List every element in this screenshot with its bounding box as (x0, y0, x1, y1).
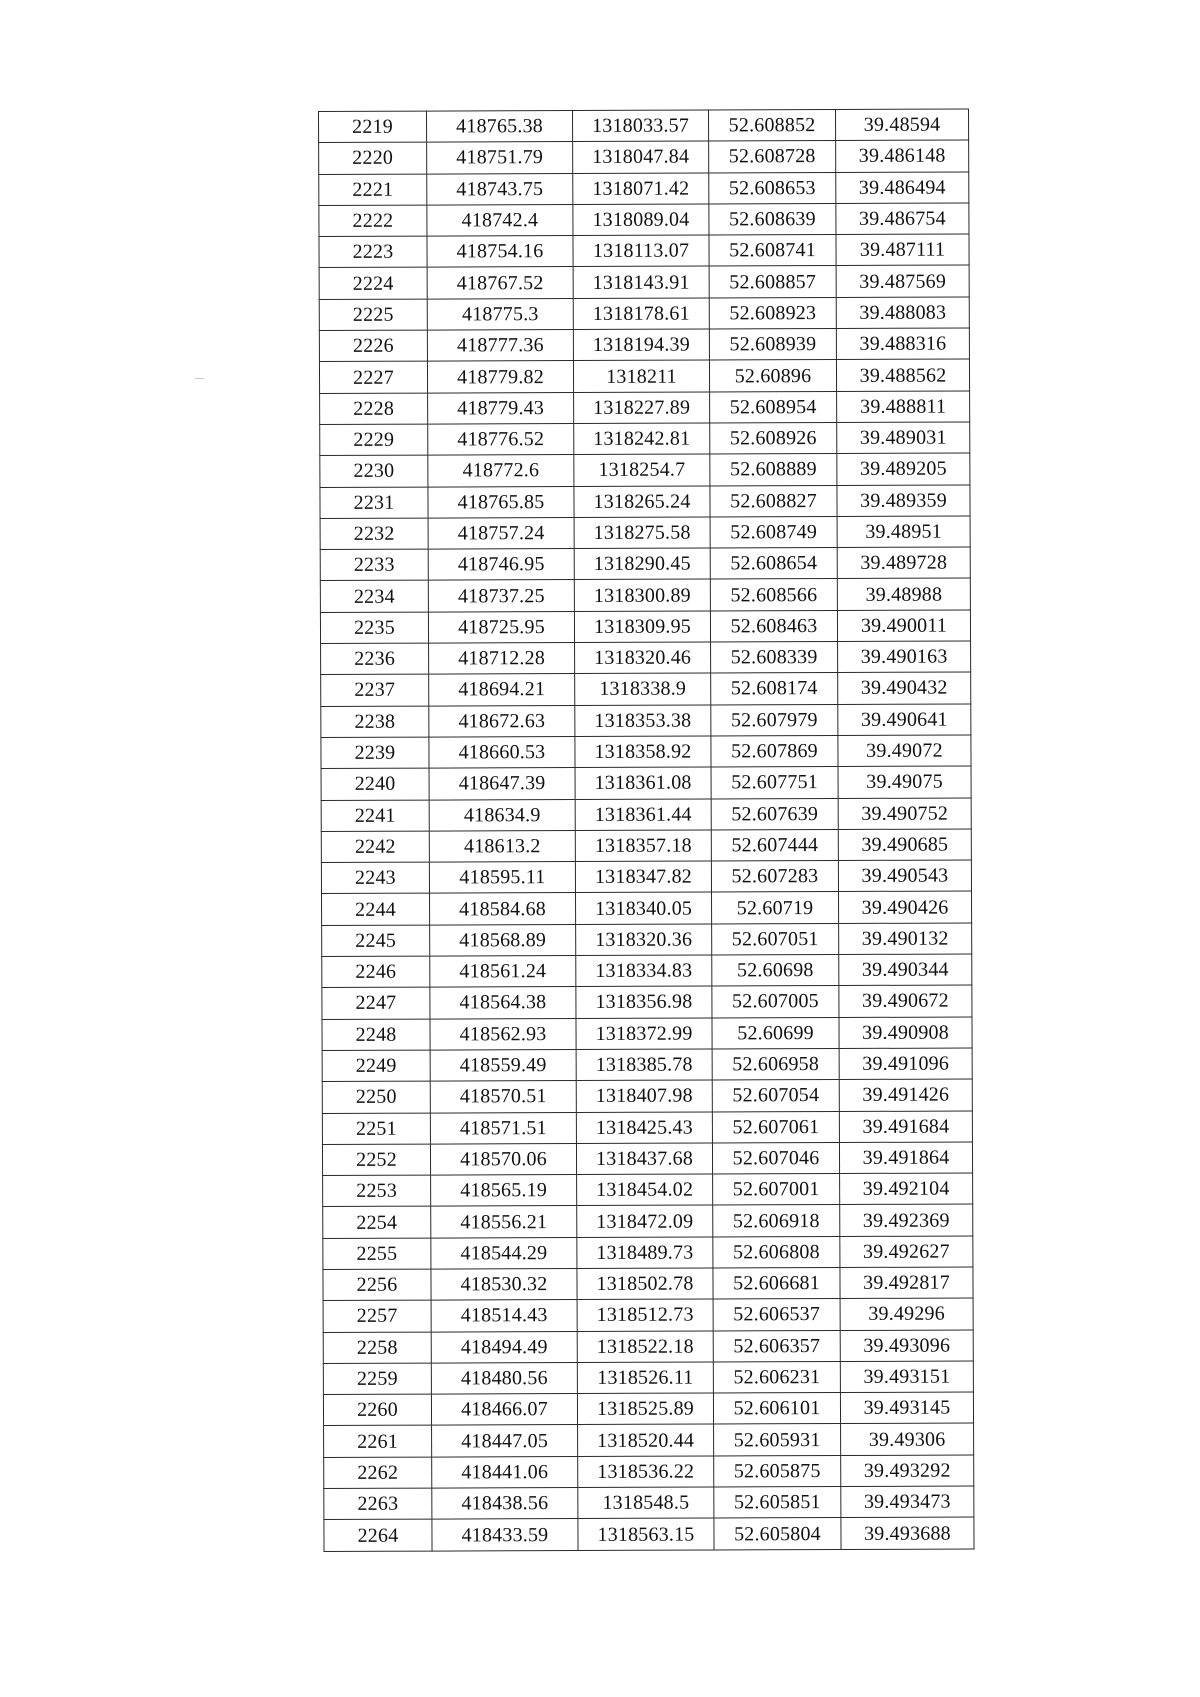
y-coordinate-cell: 1318502.78 (577, 1268, 713, 1300)
point-number-cell: 2230 (320, 455, 428, 487)
latitude-cell: 52.606808 (713, 1236, 840, 1268)
table-row (321, 860, 971, 894)
y-coordinate-cell: 1318385.78 (576, 1049, 712, 1081)
x-coordinate-cell: 418466.07 (431, 1394, 577, 1426)
x-coordinate-cell: 418564.38 (430, 987, 576, 1019)
table-row (324, 1517, 974, 1551)
point-number-cell: 2261 (324, 1426, 432, 1458)
latitude-cell: 52.607005 (712, 986, 839, 1018)
latitude-cell: 52.606537 (713, 1299, 840, 1331)
x-coordinate-cell: 418595.11 (429, 862, 575, 894)
y-coordinate-cell: 1318338.9 (575, 673, 711, 705)
latitude-cell: 52.60699 (712, 1017, 839, 1049)
table-row (319, 203, 969, 237)
x-coordinate-cell: 418514.43 (431, 1300, 577, 1332)
point-number-cell: 2243 (321, 862, 429, 894)
longitude-cell: 39.490908 (839, 1017, 972, 1049)
x-coordinate-cell: 418742.4 (427, 204, 573, 236)
latitude-cell: 52.607869 (711, 735, 838, 767)
latitude-cell: 52.608857 (709, 266, 836, 298)
point-number-cell: 2257 (323, 1300, 431, 1332)
point-number-cell: 2249 (322, 1050, 430, 1082)
latitude-cell: 52.605875 (714, 1455, 841, 1487)
x-coordinate-cell: 418776.52 (428, 423, 574, 455)
y-coordinate-cell: 1318454.02 (577, 1174, 713, 1206)
table-row (319, 328, 969, 362)
table-row (320, 485, 970, 519)
table-row (323, 1361, 973, 1395)
longitude-cell: 39.49075 (838, 766, 971, 798)
longitude-cell: 39.491684 (839, 1110, 972, 1142)
y-coordinate-cell: 1318520.44 (578, 1424, 714, 1456)
x-coordinate-cell: 418556.21 (431, 1206, 577, 1238)
table-row (322, 985, 972, 1019)
longitude-cell: 39.493292 (841, 1455, 974, 1487)
latitude-cell: 52.605851 (714, 1487, 841, 1519)
table-row (323, 1173, 973, 1207)
x-coordinate-cell: 418568.89 (430, 924, 576, 956)
table-row (321, 829, 971, 863)
longitude-cell: 39.490163 (838, 641, 971, 673)
longitude-cell: 39.49296 (840, 1298, 973, 1330)
latitude-cell: 52.607444 (711, 829, 838, 861)
latitude-cell: 52.60896 (709, 360, 836, 392)
y-coordinate-cell: 1318357.18 (575, 830, 711, 862)
point-number-cell: 2226 (319, 330, 427, 362)
point-number-cell: 2241 (321, 800, 429, 832)
point-number-cell: 2240 (321, 768, 429, 800)
y-coordinate-cell: 1318033.57 (573, 110, 709, 142)
latitude-cell: 52.606681 (713, 1267, 840, 1299)
x-coordinate-cell: 418634.9 (429, 799, 575, 831)
y-coordinate-cell: 1318407.98 (576, 1080, 712, 1112)
longitude-cell: 39.492104 (840, 1173, 973, 1205)
longitude-cell: 39.490641 (838, 704, 971, 736)
longitude-cell: 39.489031 (837, 422, 970, 454)
point-number-cell: 2239 (321, 737, 429, 769)
x-coordinate-cell: 418613.2 (429, 830, 575, 862)
latitude-cell: 52.607001 (713, 1174, 840, 1206)
x-coordinate-cell: 418559.49 (430, 1049, 576, 1081)
x-coordinate-cell: 418570.51 (430, 1081, 576, 1113)
point-number-cell: 2255 (323, 1238, 431, 1270)
coordinate-table-body (319, 109, 975, 1551)
table-row (322, 891, 972, 925)
latitude-cell: 52.608749 (710, 516, 837, 548)
latitude-cell: 52.607751 (711, 767, 838, 799)
point-number-cell: 2228 (320, 393, 428, 425)
longitude-cell: 39.490752 (838, 798, 971, 830)
y-coordinate-cell: 1318489.73 (577, 1237, 713, 1269)
longitude-cell: 39.493688 (841, 1517, 974, 1549)
longitude-cell: 39.487569 (836, 265, 969, 297)
y-coordinate-cell: 1318320.46 (575, 642, 711, 674)
point-number-cell: 2222 (319, 205, 427, 237)
x-coordinate-cell: 418672.63 (429, 705, 575, 737)
table-row (319, 234, 969, 268)
table-row (323, 1204, 973, 1238)
point-number-cell: 2260 (323, 1394, 431, 1426)
point-number-cell: 2238 (321, 706, 429, 738)
y-coordinate-cell: 1318254.7 (574, 454, 710, 486)
latitude-cell: 52.608174 (711, 673, 838, 705)
table-row (321, 704, 971, 738)
point-number-cell: 2262 (324, 1457, 432, 1489)
longitude-cell: 39.487111 (836, 234, 969, 266)
table-row (320, 453, 970, 487)
latitude-cell: 52.607639 (711, 798, 838, 830)
longitude-cell: 39.48988 (837, 578, 970, 610)
y-coordinate-cell: 1318320.36 (576, 924, 712, 956)
point-number-cell: 2264 (324, 1519, 432, 1551)
table-row (320, 391, 970, 425)
longitude-cell: 39.49072 (838, 735, 971, 767)
y-coordinate-cell: 1318265.24 (574, 486, 710, 518)
table-row (323, 1236, 973, 1270)
point-number-cell: 2235 (320, 612, 428, 644)
latitude-cell: 52.606101 (713, 1393, 840, 1425)
latitude-cell: 52.607979 (711, 704, 838, 736)
table-row (320, 422, 970, 456)
table-row (321, 798, 971, 832)
latitude-cell: 52.606357 (713, 1330, 840, 1362)
x-coordinate-cell: 418544.29 (431, 1237, 577, 1269)
table-row (322, 1017, 972, 1051)
longitude-cell: 39.491096 (839, 1048, 972, 1080)
x-coordinate-cell: 418447.05 (432, 1425, 578, 1457)
y-coordinate-cell: 1318563.15 (578, 1518, 714, 1550)
x-coordinate-cell: 418767.52 (427, 267, 573, 299)
table-row (322, 1142, 972, 1176)
x-coordinate-cell: 418765.85 (428, 486, 574, 518)
table-row (321, 735, 971, 769)
table-row (321, 672, 971, 706)
table-row (323, 1330, 973, 1364)
point-number-cell: 2220 (319, 142, 427, 174)
x-coordinate-cell: 418754.16 (427, 236, 573, 268)
table-row (319, 109, 969, 143)
point-number-cell: 2221 (319, 174, 427, 206)
longitude-cell: 39.491864 (839, 1142, 972, 1174)
point-number-cell: 2256 (323, 1269, 431, 1301)
longitude-cell: 39.491426 (839, 1079, 972, 1111)
y-coordinate-cell: 1318300.89 (574, 579, 710, 611)
y-coordinate-cell: 1318071.42 (573, 173, 709, 205)
x-coordinate-cell: 418480.56 (431, 1362, 577, 1394)
y-coordinate-cell: 1318290.45 (574, 548, 710, 580)
longitude-cell: 39.490685 (838, 829, 971, 861)
longitude-cell: 39.489728 (837, 547, 970, 579)
longitude-cell: 39.48951 (837, 516, 970, 548)
x-coordinate-cell: 418438.56 (432, 1488, 578, 1520)
point-number-cell: 2254 (323, 1206, 431, 1238)
x-coordinate-cell: 418530.32 (431, 1268, 577, 1300)
point-number-cell: 2244 (322, 893, 430, 925)
y-coordinate-cell: 1318353.38 (575, 705, 711, 737)
y-coordinate-cell: 1318548.5 (578, 1487, 714, 1519)
point-number-cell: 2242 (321, 831, 429, 863)
y-coordinate-cell: 1318227.89 (574, 392, 710, 424)
y-coordinate-cell: 1318437.68 (576, 1143, 712, 1175)
y-coordinate-cell: 1318334.83 (576, 955, 712, 987)
latitude-cell: 52.608463 (710, 610, 837, 642)
x-coordinate-cell: 418584.68 (430, 893, 576, 925)
longitude-cell: 39.493145 (840, 1392, 973, 1424)
latitude-cell: 52.608852 (708, 110, 835, 142)
longitude-cell: 39.493473 (841, 1486, 974, 1518)
longitude-cell: 39.49306 (841, 1423, 974, 1455)
longitude-cell: 39.488811 (837, 391, 970, 423)
y-coordinate-cell: 1318178.61 (573, 298, 709, 330)
latitude-cell: 52.608926 (710, 422, 837, 454)
x-coordinate-cell: 418694.21 (429, 674, 575, 706)
latitude-cell: 52.608653 (709, 172, 836, 204)
point-number-cell: 2245 (322, 925, 430, 957)
point-number-cell: 2232 (320, 518, 428, 550)
latitude-cell: 52.608654 (710, 548, 837, 580)
table-row (320, 516, 970, 550)
longitude-cell: 39.492627 (840, 1236, 973, 1268)
y-coordinate-cell: 1318089.04 (573, 204, 709, 236)
latitude-cell: 52.606231 (713, 1361, 840, 1393)
table-row (323, 1267, 973, 1301)
point-number-cell: 2234 (320, 581, 428, 613)
latitude-cell: 52.608923 (709, 297, 836, 329)
table-row (322, 1048, 972, 1082)
point-number-cell: 2263 (324, 1488, 432, 1520)
point-number-cell: 2248 (322, 1019, 430, 1051)
latitude-cell: 52.605931 (714, 1424, 841, 1456)
point-number-cell: 2252 (322, 1144, 430, 1176)
longitude-cell: 39.486148 (836, 140, 969, 172)
longitude-cell: 39.490426 (839, 891, 972, 923)
coordinate-table (318, 109, 975, 1552)
point-number-cell: 2259 (323, 1363, 431, 1395)
x-coordinate-cell: 418746.95 (428, 549, 574, 581)
x-coordinate-cell: 418660.53 (429, 736, 575, 768)
longitude-cell: 39.490672 (839, 985, 972, 1017)
latitude-cell: 52.607054 (712, 1080, 839, 1112)
latitude-cell: 52.608639 (709, 203, 836, 235)
y-coordinate-cell: 1318425.43 (576, 1111, 712, 1143)
longitude-cell: 39.492817 (840, 1267, 973, 1299)
y-coordinate-cell: 1318211 (573, 360, 709, 392)
table-row (324, 1486, 974, 1520)
y-coordinate-cell: 1318536.22 (578, 1456, 714, 1488)
x-coordinate-cell: 418751.79 (427, 142, 573, 174)
point-number-cell: 2223 (319, 236, 427, 268)
point-number-cell: 2253 (323, 1175, 431, 1207)
table-row (319, 172, 969, 206)
y-coordinate-cell: 1318361.44 (575, 799, 711, 831)
latitude-cell: 52.608954 (710, 391, 837, 423)
latitude-cell: 52.608889 (710, 454, 837, 486)
longitude-cell: 39.490132 (839, 923, 972, 955)
point-number-cell: 2258 (323, 1332, 431, 1364)
y-coordinate-cell: 1318143.91 (573, 266, 709, 298)
point-number-cell: 2233 (320, 549, 428, 581)
y-coordinate-cell: 1318242.81 (574, 423, 710, 455)
x-coordinate-cell: 418647.39 (429, 768, 575, 800)
y-coordinate-cell: 1318525.89 (577, 1393, 713, 1425)
point-number-cell: 2231 (320, 487, 428, 519)
x-coordinate-cell: 418561.24 (430, 956, 576, 988)
table-row (319, 140, 969, 174)
table-row (321, 766, 971, 800)
x-coordinate-cell: 418765.38 (427, 111, 573, 143)
latitude-cell: 52.606958 (712, 1048, 839, 1080)
longitude-cell: 39.493096 (840, 1330, 973, 1362)
x-coordinate-cell: 418565.19 (431, 1175, 577, 1207)
y-coordinate-cell: 1318358.92 (575, 736, 711, 768)
longitude-cell: 39.490432 (838, 672, 971, 704)
point-number-cell: 2247 (322, 987, 430, 1019)
longitude-cell: 39.492369 (840, 1204, 973, 1236)
longitude-cell: 39.490344 (839, 954, 972, 986)
y-coordinate-cell: 1318472.09 (577, 1205, 713, 1237)
y-coordinate-cell: 1318356.98 (576, 986, 712, 1018)
table-row (322, 954, 972, 988)
scan-artifact (195, 378, 204, 379)
x-coordinate-cell: 418725.95 (428, 611, 574, 643)
point-number-cell: 2251 (322, 1113, 430, 1145)
point-number-cell: 2250 (322, 1081, 430, 1113)
point-number-cell: 2237 (321, 674, 429, 706)
latitude-cell: 52.606918 (713, 1205, 840, 1237)
table-row (319, 297, 969, 331)
table-row (320, 547, 970, 581)
longitude-cell: 39.48594 (835, 109, 968, 141)
y-coordinate-cell: 1318512.73 (577, 1299, 713, 1331)
table-row (319, 265, 969, 299)
longitude-cell: 39.489359 (837, 485, 970, 517)
latitude-cell: 52.608939 (709, 329, 836, 361)
table-row (322, 1110, 972, 1144)
point-number-cell: 2219 (319, 111, 427, 143)
y-coordinate-cell: 1318309.95 (574, 611, 710, 643)
longitude-cell: 39.488316 (836, 328, 969, 360)
y-coordinate-cell: 1318113.07 (573, 235, 709, 267)
longitude-cell: 39.488562 (836, 359, 969, 391)
x-coordinate-cell: 418712.28 (429, 643, 575, 675)
latitude-cell: 52.608339 (711, 642, 838, 674)
y-coordinate-cell: 1318340.05 (576, 892, 712, 924)
x-coordinate-cell: 418433.59 (432, 1519, 578, 1551)
x-coordinate-cell: 418779.82 (427, 361, 573, 393)
x-coordinate-cell: 418562.93 (430, 1018, 576, 1050)
x-coordinate-cell: 418570.06 (430, 1143, 576, 1175)
point-number-cell: 2236 (321, 643, 429, 675)
latitude-cell: 52.607283 (711, 861, 838, 893)
longitude-cell: 39.486494 (836, 172, 969, 204)
latitude-cell: 52.608741 (709, 235, 836, 267)
x-coordinate-cell: 418737.25 (428, 580, 574, 612)
x-coordinate-cell: 418772.6 (428, 455, 574, 487)
y-coordinate-cell: 1318372.99 (576, 1018, 712, 1050)
x-coordinate-cell: 418775.3 (427, 298, 573, 330)
table-row (320, 578, 970, 612)
latitude-cell: 52.608827 (710, 485, 837, 517)
latitude-cell: 52.605804 (714, 1518, 841, 1550)
table-row (322, 923, 972, 957)
y-coordinate-cell: 1318526.11 (577, 1362, 713, 1394)
x-coordinate-cell: 418571.51 (430, 1112, 576, 1144)
x-coordinate-cell: 418777.36 (427, 330, 573, 362)
latitude-cell: 52.607046 (712, 1142, 839, 1174)
table-row (324, 1455, 974, 1489)
point-number-cell: 2225 (319, 299, 427, 331)
point-number-cell: 2229 (320, 424, 428, 456)
latitude-cell: 52.607051 (712, 923, 839, 955)
table-row (323, 1392, 973, 1426)
point-number-cell: 2227 (319, 361, 427, 393)
point-number-cell: 2224 (319, 268, 427, 300)
x-coordinate-cell: 418757.24 (428, 517, 574, 549)
longitude-cell: 39.488083 (836, 297, 969, 329)
latitude-cell: 52.608728 (709, 141, 836, 173)
latitude-cell: 52.60719 (712, 892, 839, 924)
table-row (321, 641, 971, 675)
table-row (320, 610, 970, 644)
x-coordinate-cell: 418779.43 (428, 392, 574, 424)
table-row (319, 359, 969, 393)
longitude-cell: 39.486754 (836, 203, 969, 235)
y-coordinate-cell: 1318347.82 (575, 861, 711, 893)
longitude-cell: 39.489205 (837, 453, 970, 485)
table-row (324, 1423, 974, 1457)
longitude-cell: 39.490543 (838, 860, 971, 892)
longitude-cell: 39.493151 (840, 1361, 973, 1393)
table-row (322, 1079, 972, 1113)
y-coordinate-cell: 1318194.39 (573, 329, 709, 361)
y-coordinate-cell: 1318047.84 (573, 141, 709, 173)
table-row (323, 1298, 973, 1332)
latitude-cell: 52.60698 (712, 955, 839, 987)
x-coordinate-cell: 418743.75 (427, 173, 573, 205)
latitude-cell: 52.607061 (712, 1111, 839, 1143)
y-coordinate-cell: 1318275.58 (574, 517, 710, 549)
longitude-cell: 39.490011 (837, 610, 970, 642)
latitude-cell: 52.608566 (710, 579, 837, 611)
y-coordinate-cell: 1318361.08 (575, 767, 711, 799)
x-coordinate-cell: 418494.49 (431, 1331, 577, 1363)
x-coordinate-cell: 418441.06 (432, 1456, 578, 1488)
y-coordinate-cell: 1318522.18 (577, 1331, 713, 1363)
point-number-cell: 2246 (322, 956, 430, 988)
